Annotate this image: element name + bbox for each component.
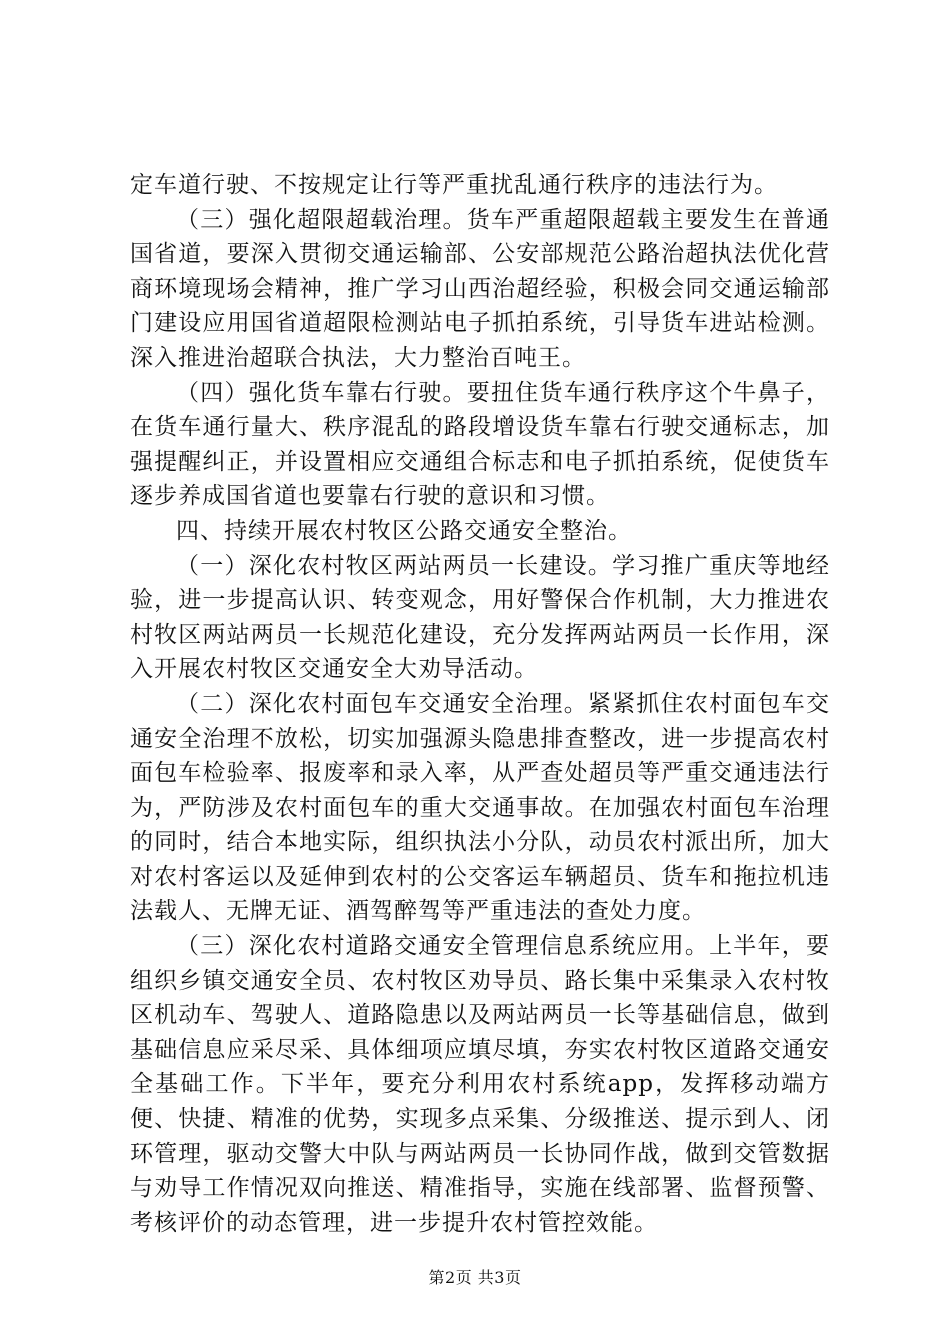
section-heading-rural-roads: 四、持续开展农村牧区公路交通安全整治。 <box>176 517 632 544</box>
paragraph-continuation: 定车道行驶、不按规定让行等严重扰乱通行秩序的违法行为。 <box>130 172 778 198</box>
page-number-footer: 第2页 共3页 <box>428 1268 522 1287</box>
document-body <box>130 168 830 1240</box>
paragraph-info-system: （三）深化农村道路交通安全管理信息系统应用。上半年，要组织乡镇交通安全员、农村牧区劝导员、路长集中采集录入农村牧区机动车、驾驶人、道路隐患以及两站两员一长等基础信息，做到基础信息应采尽采、具体细项应填尽填，夯实农村牧区道路交通安全基础工作。下半年，要充分利用农村系统app，发挥移动端方便、快捷、精准的优势，实现多点采集、分级推送、提示到人、闭环管理，驱动交警大中队与两站两员一长协同作战，做到交管数据与劝导工作情况双向推送、精准指导，实施在线部署、监督预警、考核评价的动态管理，进一步提升农村管控效能。 <box>130 933 830 1236</box>
paragraph-overload-control: （三）强化超限超载治理。货车严重超限超载主要发生在普通国省道，要深入贯彻交通运输部、公安部规范公路治超执法优化营商环境现场会精神，推广学习山西治超经验，积极会同交通运输部门建设应用国省道超限检测站电子抓拍系统，引导货车进站检测。深入推进治超联合执法，大力整治百吨王。 <box>130 206 830 371</box>
paragraph-minivan-safety: （二）深化农村面包车交通安全治理。紧紧抓住农村面包车交通安全治理不放松，切实加强源头隐患排查整改，进一步提高农村面包车检验率、报废率和录入率，从严查处超员等严重交通违法行为，严防涉及农村面包车的重大交通事故。在加强农村面包车治理的同时，结合本地实际，组织执法小分队，动员农村派出所，加大对农村客运以及延伸到农村的公交客运车辆超员、货车和拖拉机违法载人、无牌无证、酒驾醉驾等严重违法的查处力度。 <box>130 690 830 925</box>
paragraph-two-stations: （一）深化农村牧区两站两员一长建设。学习推广重庆等地经验，进一步提高认识、转变观念，用好警保合作机制，大力推进农村牧区两站两员一长规范化建设，充分发挥两站两员一长作用，深入开展农村牧区交通安全大劝导活动。 <box>130 552 830 683</box>
paragraph-keep-right: （四）强化货车靠右行驶。要扭住货车通行秩序这个牛鼻子，在货车通行量大、秩序混乱的路段增设货车靠右行驶交通标志，加强提醒纠正，并设置相应交通组合标志和电子抓拍系统，促使货车逐步养成国省道也要靠右行驶的意识和习惯。 <box>130 379 830 510</box>
